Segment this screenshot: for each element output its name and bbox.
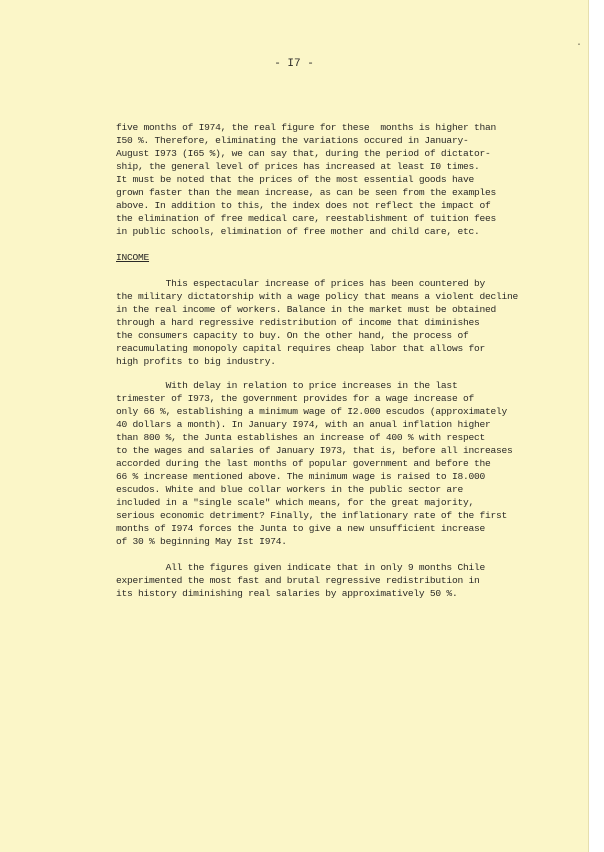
text-line: months of I974 forces the Junta to give a new unsufficient increase xyxy=(116,523,485,534)
text-line: escudos. White and blue collar workers in the public sector are xyxy=(116,484,463,495)
text-line: the elimination of free medical care, reestablishment of tuition fees xyxy=(116,213,496,224)
text-line: reacumulating monopoly capital requires cheap labor that allows for xyxy=(116,343,485,354)
text-line: experimented the most fast and brutal regressive redistribution in xyxy=(116,575,480,586)
text-line: its history diminishing real salaries by approximatively 50 %. xyxy=(116,588,458,599)
text-line: 40 dollars a month). In January I974, with an anual inflation higher xyxy=(116,419,491,430)
text-line: to the wages and salaries of January I973, that is, before all increases xyxy=(116,445,513,456)
text-line: With delay in relation to price increases in the last xyxy=(116,380,458,391)
text-line: This espectacular increase of prices has been countered by xyxy=(116,278,485,289)
text-line: the consumers capacity to buy. On the other hand, the process of xyxy=(116,330,469,341)
text-line: grown faster than the mean increase, as can be seen from the examples xyxy=(116,187,496,198)
text-line: high profits to big industry. xyxy=(116,356,276,367)
page-number: - I7 - xyxy=(274,58,314,70)
text-line: in the real income of workers. Balance in the market must be obtained xyxy=(116,304,496,315)
text-line: 66 % increase mentioned above. The minimum wage is raised to I8.000 xyxy=(116,471,485,482)
text-line: than 800 %, the Junta establishes an increase of 400 % with respect xyxy=(116,432,485,443)
text-line: accorded during the last months of popular government and before the xyxy=(116,458,491,469)
text-line: trimester of I973, the government provides for a wage increase of xyxy=(116,393,474,404)
text-line: through a hard regressive redistribution of income that diminishes xyxy=(116,317,480,328)
section-heading-income: INCOME xyxy=(116,252,150,263)
text-line: I50 %. Therefore, eliminating the variations occured in January- xyxy=(116,135,469,146)
text-line: of 30 % beginning May Ist I974. xyxy=(116,536,287,547)
text-line: only 66 %, establishing a minimum wage of I2.000 escudos (approximately xyxy=(116,406,508,417)
text-line: All the figures given indicate that in only 9 months Chile xyxy=(116,562,485,573)
text-line: five months of I974, the real figure for these months is higher than xyxy=(116,122,496,133)
text-line: included in a "single scale" which means, for the great majority, xyxy=(116,497,474,508)
edge-mark: · xyxy=(576,40,583,51)
text-line: the military dictatorship with a wage policy that means a violent decline xyxy=(116,291,519,302)
text-line: serious economic detriment? Finally, the inflationary rate of the first xyxy=(116,510,508,521)
text-line: It must be noted that the prices of the most essential goods have xyxy=(116,174,474,185)
text-line: ship, the general level of prices has increased at least I0 times. xyxy=(116,161,480,172)
text-line: in public schools, elimination of free mother and child care, etc. xyxy=(116,226,480,237)
text-line: above. In addition to this, the index does not reflect the impact of xyxy=(116,200,491,211)
text-line: August I973 (I65 %), we can say that, during the period of dictator- xyxy=(116,148,491,159)
